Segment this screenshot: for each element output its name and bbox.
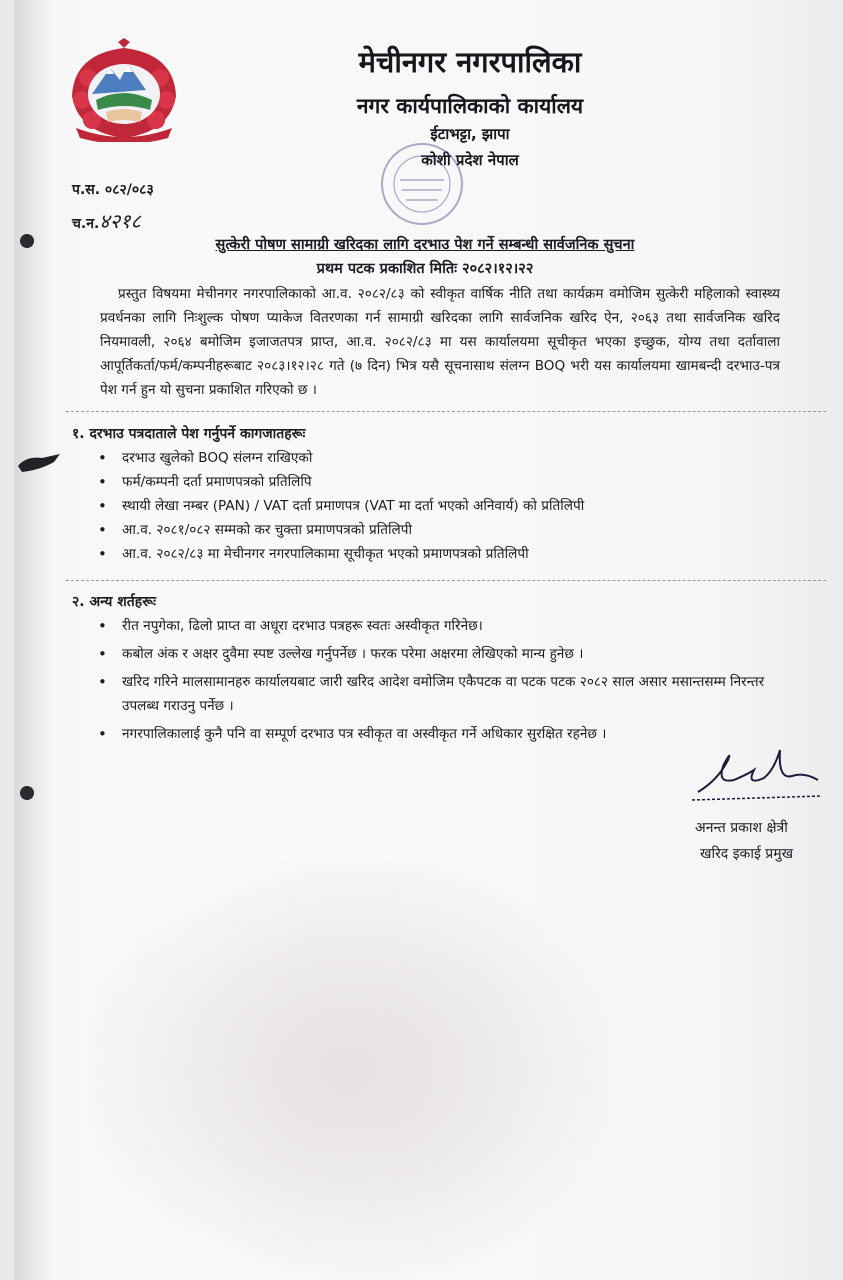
divider — [66, 411, 826, 412]
list-item: • फर्म/कम्पनी दर्ता प्रमाणपत्रको प्रतिलिपि — [96, 470, 736, 494]
list-item: • दरभाउ खुलेको BOQ संलग्न राखिएको — [96, 446, 736, 470]
dispatch-label: च.न. — [72, 216, 100, 232]
province-name: कोशी प्रदेश नेपाल — [421, 151, 519, 169]
list-item: • नगरपालिकालाई कुनै पनि वा सम्पूर्ण दरभाउ पत्र स्वीकृत वा अस्वीकृत गर्ने अधिकार सुरक्षित रहनेछ । — [96, 722, 796, 746]
notice-title: सुत्केरी पोषण सामाग्री खरिदका लागि दरभाउ पेश गर्ने सम्बन्धी सार्वजनिक सुचना — [215, 237, 635, 253]
signature-icon — [688, 740, 828, 810]
binder-hole — [20, 786, 34, 800]
dispatch-number — [72, 207, 141, 234]
publish-date: प्रथम पटक प्रकाशित मितिः २०८२।१२।२२ — [316, 261, 534, 277]
required-documents-list — [96, 446, 736, 566]
list-item: • आ.व. २०८१/०८२ सम्मको कर चुक्ता प्रमाणपत्रको प्रतिलिपी — [96, 518, 736, 542]
section-1-heading: १. दरभाउ पत्रदाताले पेश गर्नुपर्ने कागजातहरूः — [72, 426, 306, 442]
office-stamp-icon — [350, 140, 480, 230]
letter-number: प.स. ०८२/०८३ — [72, 182, 154, 198]
dispatch-value: ४२१८ — [99, 209, 141, 233]
list-item: • खरिद गरिने मालसामानहरु कार्यालयबाट जारी खरिद आदेश वमोजिम एकैपटक वा पटक पटक २०८२ साल असार मसान्तसम्म निरन्तर उपलब्ध गराउनु पर्नेछ । — [96, 670, 796, 718]
binder-clip-icon — [16, 452, 62, 478]
paper-stain — [90, 860, 610, 1280]
divider — [66, 580, 826, 581]
binder-hole — [20, 234, 34, 248]
municipality-name: मेचीनगर नगरपालिका — [358, 45, 582, 79]
conditions-list — [96, 614, 796, 750]
section-2-heading: २. अन्य शर्तहरूः — [72, 594, 156, 610]
notice-body: प्रस्तुत विषयमा मेचीनगर नगरपालिकाको आ.व. २०८२/८३ को स्वीकृत वार्षिक नीति तथा कार्यक्रम वमोजिम सुत्केरी महिलाको स्वास्थ्य प्रवर्धनका लागि निःशुल्क पोषण प्याकेज वितरणका गर्न सामाग्री खरिदका लागि सार्वजनिक खरिद ऐन, २०६३ तथा सार्वजनिक खरिद नियमावली, २०६४ बमोजिम इजाजतपत्र प्राप्त, आ.व. २०८२/८३ मा यस कार्यालयमा सूचीकृत भएका इच्छुक, योग्य तथा दर्तावाला आपूर्तिकर्ता/फर्म/कम्पनीहरूबाट २०८३।१२।२८ गते (७ दिन) भित्र यसै सूचनासाथ संलग्न BOQ भरी यस कार्यालयमा खामबन्दी दरभाउ-पत्र पेश गर्न हुन यो सुचना प्रकाशित गरिएको छ । — [100, 286, 780, 398]
list-item: • कबोल अंक र अक्षर दुवैमा स्पष्ट उल्लेख गर्नुपर्नेछ । फरक परेमा अक्षरमा लेखिएको मान्य हुनेछ । — [96, 642, 796, 666]
office-address: ईटाभट्टा, झापा — [430, 125, 510, 143]
office-name: नगर कार्यपालिकाको कार्यालय — [356, 94, 584, 118]
nepal-emblem-icon — [66, 38, 182, 142]
signatory-position: खरिद इकाई प्रमुख — [700, 846, 794, 862]
list-item: • आ.व. २०८२/८३ मा मेचीनगर नगरपालिकामा सूचीकृत भएको प्रमाणपत्रको प्रतिलिपी — [96, 542, 736, 566]
signatory-name: अनन्त प्रकाश क्षेत्री — [695, 820, 788, 836]
list-item: • रीत नपुगेका, ढिलो प्राप्त वा अधूरा दरभाउ पत्रहरू स्वतः अस्वीकृत गरिनेछ। — [96, 614, 796, 638]
list-item: • स्थायी लेखा नम्बर (PAN) / VAT दर्ता प्रमाणपत्र (VAT मा दर्ता भएको अनिवार्य) को प्रतिलिपी — [96, 494, 736, 518]
